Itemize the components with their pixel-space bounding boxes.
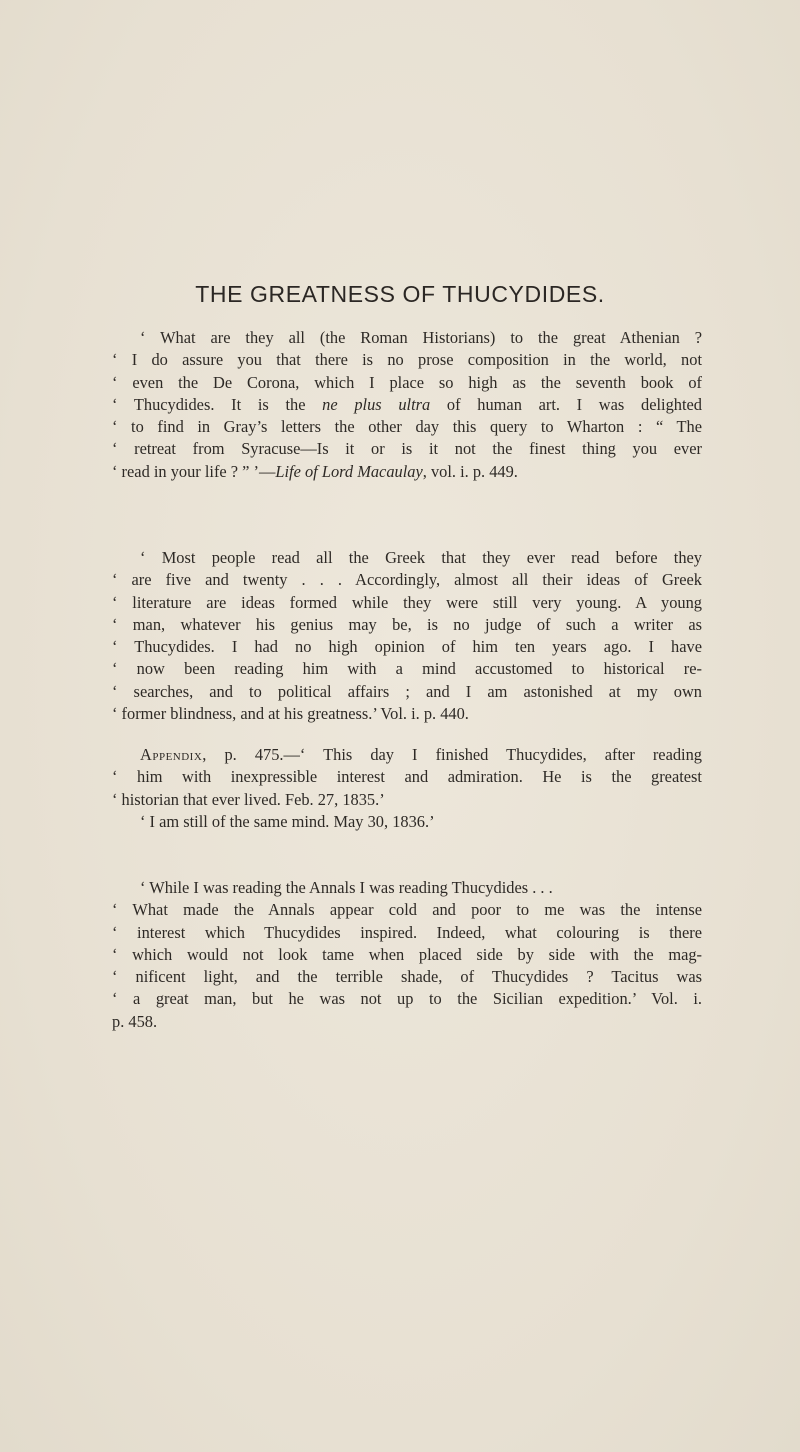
text-line: ‘ a great man, but he was not up to the Sicilian expedition.’ Vol. i. bbox=[112, 989, 702, 1009]
text-line: ‘ I am still of the same mind. May 30, 1836.’ bbox=[140, 811, 435, 831]
text-line: ‘ historian that ever lived. Feb. 27, 1835.’ bbox=[112, 789, 385, 809]
text-line: ‘ are five and twenty . . . Accordingly, almost all their ideas of Greek bbox=[112, 570, 702, 590]
text-line: ‘ literature are ideas formed while they were still very young. A young bbox=[112, 592, 702, 612]
text-run: of human art. I was delighted bbox=[430, 394, 702, 414]
text-line bbox=[112, 394, 702, 416]
text-line: ‘ man, whatever his genius may be, is no judge of such a writer as bbox=[112, 614, 702, 634]
italic-phrase: ne plus ultra bbox=[322, 394, 431, 414]
text-line: ‘ nificent light, and the terrible shade, of Thucydides ? Tacitus was bbox=[112, 967, 702, 987]
text-line: ‘ searches, and to political affairs ; and I am astonished at my own bbox=[112, 681, 702, 701]
text-line: ‘ even the De Corona, which I place so high as the seventh book of bbox=[112, 372, 702, 392]
text-line: p. 458. bbox=[112, 1011, 158, 1031]
text-run: , vol. i. p. 449. bbox=[422, 461, 518, 481]
text-line: ‘ retreat from Syracuse—Is it or is it not the finest thing you ever bbox=[112, 439, 702, 459]
text-line: ‘ former blindness, and at his greatness.’ Vol. i. p. 440. bbox=[112, 704, 469, 724]
text-line bbox=[112, 744, 702, 766]
text-run: ‘ Thucydides. It is the bbox=[112, 394, 323, 414]
page-title: THE GREATNESS OF THUCYDIDES. bbox=[195, 281, 605, 307]
text-line: ‘ which would not look tame when placed side by side with the mag- bbox=[112, 944, 702, 964]
text-run: , p. 475.—‘ This day I finished Thucydides, after reading bbox=[202, 745, 702, 764]
text-line: ‘ now been reading him with a mind accustomed to historical re- bbox=[112, 659, 702, 679]
paragraph-macaulay-quote-2 bbox=[112, 547, 702, 725]
paragraph-annals bbox=[112, 877, 702, 1033]
text-run: ‘ read in your life ? ” ’— bbox=[112, 461, 276, 481]
text-line: ‘ Most people read all the Greek that they ever read before they bbox=[140, 548, 702, 567]
text-line: ‘ Thucydides. I had no high opinion of him ten years ago. I have bbox=[112, 637, 702, 657]
text-line: ‘ While I was reading the Annals I was reading Thucydides . . . bbox=[140, 878, 553, 897]
paragraph-appendix bbox=[112, 744, 702, 833]
text-line: ‘ What made the Annals appear cold and poor to me was the intense bbox=[112, 900, 702, 920]
paragraph-macaulay-quote-1 bbox=[112, 327, 702, 483]
text-line: ‘ him with inexpressible interest and admiration. He is the greatest bbox=[112, 767, 702, 787]
text-line bbox=[112, 461, 702, 483]
text-line: ‘ interest which Thucydides inspired. Indeed, what colouring is there bbox=[112, 922, 702, 942]
text-line: ‘ I do assure you that there is no prose composition in the world, not bbox=[112, 350, 702, 370]
text-line: ‘ What are they all (the Roman Historians) to the great Athenian ? bbox=[140, 328, 702, 347]
book-citation: Life of Lord Macaulay bbox=[275, 461, 423, 481]
appendix-label: Appendix bbox=[140, 745, 203, 764]
text-line: ‘ to find in Gray’s letters the other day this query to Wharton : “ The bbox=[112, 417, 702, 437]
